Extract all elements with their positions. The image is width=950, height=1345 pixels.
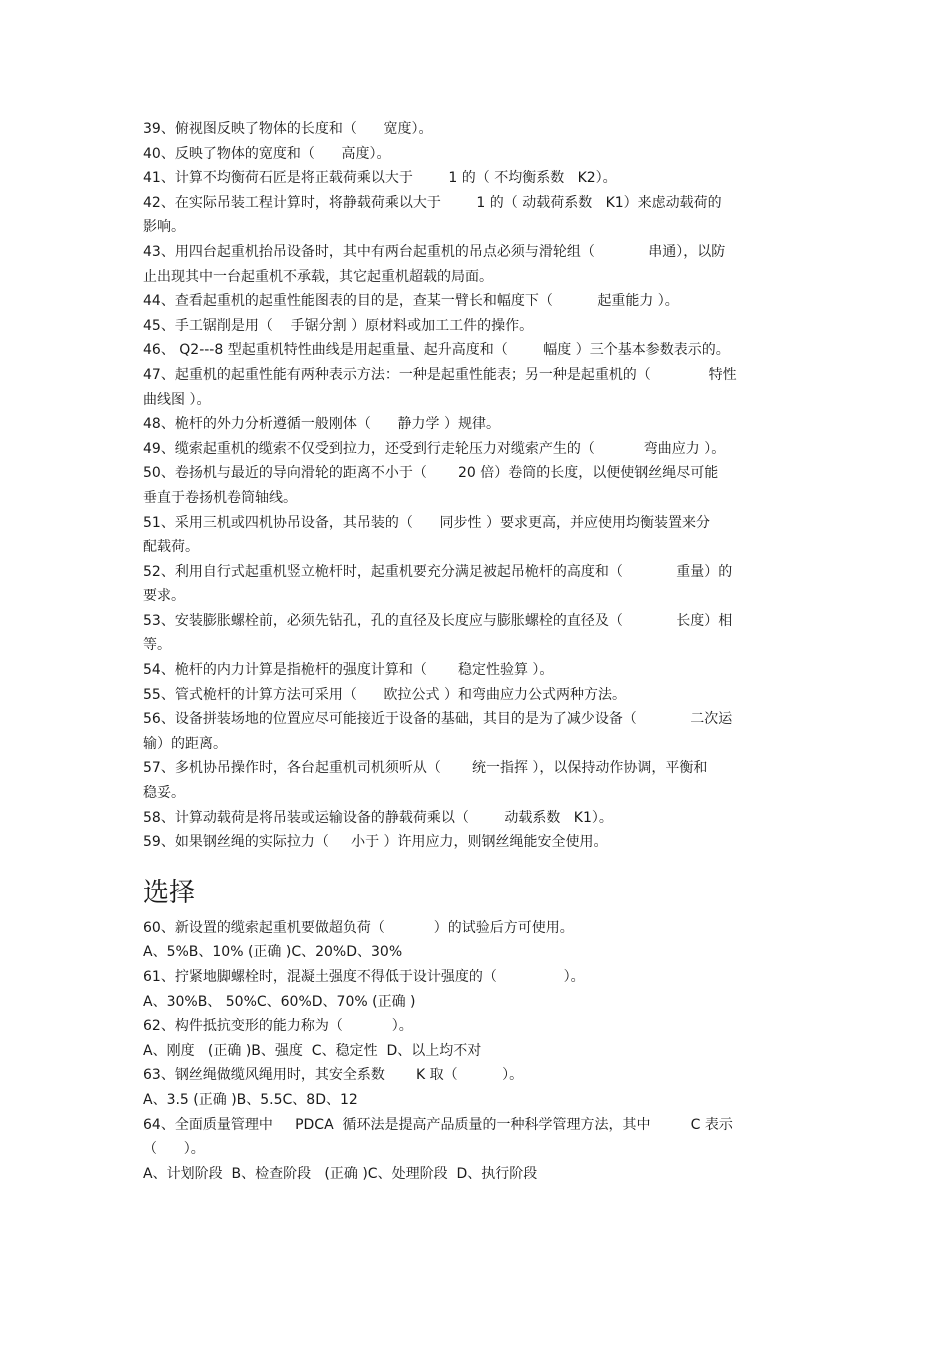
question-47: 47、起重机的起重性能有两种表示方法：一种是起重性能表；另一种是起重机的（ 特性 [143, 366, 737, 383]
question-53-cont: 等。 [143, 637, 171, 654]
options-64: A、计划阶段 B、检查阶段 (正确 )C、处理阶段 D、执行阶段 [143, 1165, 538, 1182]
question-46: 46、 Q2---8 型起重机特性曲线是用起重量、起升高度和（ 幅度 ）三个基本参数表示的。 [143, 342, 730, 359]
question-56-cont: 输）的距离。 [143, 735, 227, 752]
question-50: 50、卷扬机与最近的导向滑轮的距离不小于（ 20 倍）卷筒的长度，以便使钢丝绳尽可能 [143, 465, 719, 482]
question-43-cont: 止出现其中一台起重机不承载，其它起重机超载的局面。 [143, 268, 493, 285]
question-58: 58、计算动载荷是将吊装或运输设备的静载荷乘以（ 动载系数 K1）。 [143, 809, 613, 826]
question-57-cont: 稳妥。 [143, 785, 185, 802]
options-60: A、5%B、10% (正确 )C、20%D、30% [143, 944, 403, 961]
question-41: 41、计算不均衡荷石匠是将正载荷乘以大于 1 的（ 不均衡系数 K2）。 [143, 170, 617, 187]
question-49: 49、缆索起重机的缆索不仅受到拉力，还受到行走轮压力对缆索产生的（ 弯曲应力 ）。 [143, 440, 726, 457]
question-51-cont: 配载荷。 [143, 539, 199, 556]
fill-in-section [143, 117, 808, 855]
question-64-cont: （ ）。 [143, 1141, 205, 1158]
question-43: 43、用四台起重机抬吊设备时，其中有两台起重机的吊点必须与滑轮组（ 串通），以防 [143, 243, 726, 260]
document-body [143, 117, 808, 1186]
question-48: 48、桅杆的外力分析遵循一般刚体（ 静力学 ）规律。 [143, 416, 500, 433]
question-56: 56、设备拼装场地的位置应尽可能接近于设备的基础，其目的是为了减少设备（ 二次运 [143, 711, 733, 728]
choice-section [143, 916, 808, 1187]
question-42: 42、在实际吊装工程计算时，将静载荷乘以大于 1 的（ 动载荷系数 K1）来虑动载荷的 [143, 194, 722, 211]
question-39: 39、俯视图反映了物体的长度和（ 宽度）。 [143, 121, 433, 137]
question-63: 63、钢丝绳做缆风绳用时，其安全系数 K 取（ ）。 [143, 1067, 524, 1084]
question-62: 62、构件抵抗变形的能力称为（ ）。 [143, 1018, 413, 1035]
section-heading: 选择 [143, 877, 196, 908]
question-53: 53、安装膨胀螺栓前，必须先钻孔，孔的直径及长度应与膨胀螺栓的直径及（ 长度）相 [143, 612, 733, 629]
question-55: 55、管式桅杆的计算方法可采用（ 欧拉公式 ）和弯曲应力公式两种方法。 [143, 686, 626, 703]
question-44: 44、查看起重机的起重性能图表的目的是，查某一臂长和幅度下（ 起重能力 ）。 [143, 293, 679, 310]
question-52-cont: 要求。 [143, 588, 185, 605]
question-51: 51、采用三机或四机协吊设备，其吊装的（ 同步性 ）要求更高，并应使用均衡装置来分 [143, 514, 710, 531]
question-59: 59、如果钢丝绳的实际拉力（ 小于 ）许用应力，则钢丝绳能安全使用。 [143, 834, 608, 851]
question-50-cont: 垂直于卷扬机卷筒轴线。 [143, 489, 297, 506]
options-61: A、30%B、 50%C、60%D、70% (正确 ) [143, 993, 416, 1010]
question-54: 54、桅杆的内力计算是指桅杆的强度计算和（ 稳定性验算 ）。 [143, 662, 554, 679]
question-42-cont: 影响。 [143, 219, 185, 236]
question-47-cont: 曲线图 ）。 [143, 391, 211, 408]
options-62: A、刚度 (正确 )B、强度 C、稳定性 D、以上均不对 [143, 1042, 482, 1059]
question-64: 64、全面质量管理中 PDCA 循环法是提高产品质量的一种科学管理方法，其中 C 表示 [143, 1116, 733, 1133]
question-52: 52、利用自行式起重机竖立桅杆时，起重机要充分满足被起吊桅杆的高度和（ 重量）的 [143, 563, 733, 580]
question-61: 61、拧紧地脚螺栓时，混凝土强度不得低于设计强度的（ ）。 [143, 969, 585, 985]
question-57: 57、多机协吊操作时，各台起重机司机须听从（ 统一指挥 ），以保持动作协调，平衡和 [143, 760, 708, 777]
question-60: 60、新设置的缆索起重机要做超负荷（ ）的试验后方可使用。 [143, 919, 574, 936]
question-40: 40、反映了物体的宽度和（ 高度）。 [143, 145, 391, 162]
question-45: 45、手工锯削是用（ 手锯分割 ）原材料或加工工件的操作。 [143, 317, 534, 334]
options-63: A、3.5 (正确 )B、5.5C、8D、12 [143, 1091, 358, 1108]
